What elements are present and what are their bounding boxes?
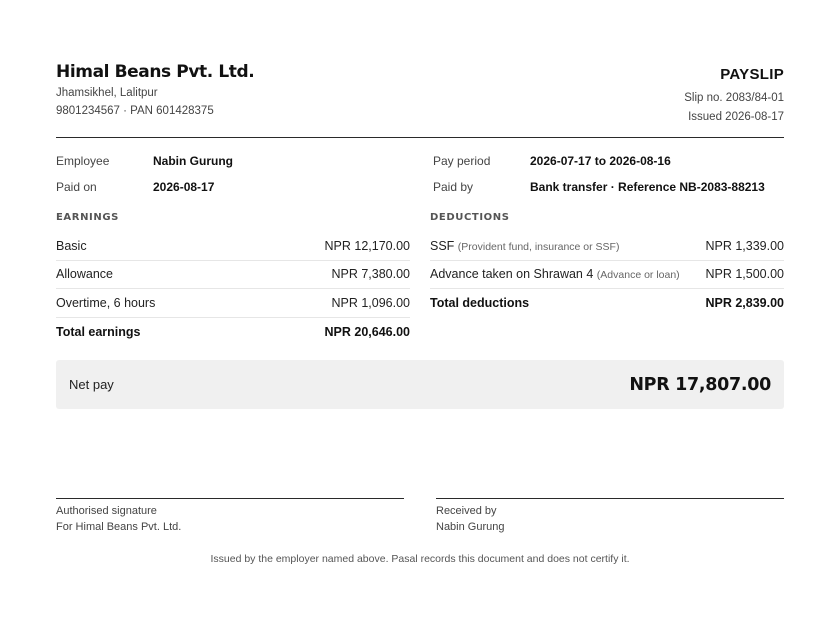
deductions-row-note: (Advance or loan)	[596, 269, 680, 282]
deductions-row	[430, 261, 784, 290]
company-name: Himal Beans Pvt. Ltd.	[56, 62, 255, 82]
deductions-row-label-text: Advance taken on Shrawan 4	[430, 267, 594, 282]
earnings-row	[56, 261, 410, 290]
earnings-table	[56, 232, 410, 346]
earnings-row-amount: NPR 1,096.00	[331, 295, 410, 310]
deductions-total-label: Total deductions	[430, 296, 530, 311]
employer-signature-line	[56, 498, 404, 499]
earnings-total-label: Total earnings	[56, 325, 141, 340]
deductions-row-label	[430, 267, 680, 281]
earnings-row-label	[56, 267, 113, 281]
issue-date: Issued 2026-08-17	[688, 111, 784, 123]
pay-period-label: Pay period	[433, 154, 491, 168]
deductions-table	[430, 232, 784, 318]
net-pay-amount: NPR 17,807.00	[629, 374, 771, 395]
earnings-row-label	[56, 296, 155, 310]
earnings-row	[56, 289, 410, 318]
earnings-row-label	[56, 239, 87, 253]
receiver-signature-title: Received by	[436, 505, 497, 517]
footer-disclaimer: Issued by the employer named above. Pasal records this document and does not certify it.	[210, 553, 630, 565]
deductions-row-amount: NPR 1,500.00	[705, 267, 784, 282]
paid-on-label: Paid on	[56, 180, 97, 194]
deductions-heading: DEDUCTIONS	[430, 212, 510, 223]
earnings-total-amount: NPR 20,646.00	[324, 325, 410, 340]
company-address: Jhamsikhel, Lalitpur	[56, 87, 158, 99]
deductions-total-row	[430, 289, 784, 318]
deductions-row-note: (Provident fund, insurance or SSF)	[457, 240, 620, 253]
deductions-row	[430, 232, 784, 261]
earnings-row-label-text: Overtime, 6 hours	[56, 295, 156, 310]
slip-number: Slip no. 2083/84-01	[684, 92, 784, 104]
company-contact: 9801234567 · PAN 601428375	[56, 105, 214, 117]
deductions-row-label	[430, 239, 619, 253]
earnings-row-amount: NPR 7,380.00	[331, 267, 410, 282]
deductions-total-amount: NPR 2,839.00	[705, 296, 784, 311]
employer-signature-title: Authorised signature	[56, 505, 157, 517]
earnings-row	[56, 232, 410, 261]
paid-on-value: 2026-08-17	[153, 180, 215, 194]
earnings-row-label-text: Basic	[56, 238, 87, 253]
paid-by-label: Paid by	[433, 180, 474, 194]
pay-period-value: 2026-07-17 to 2026-08-16	[530, 154, 671, 168]
deductions-row-label-text: SSF	[430, 238, 455, 253]
net-pay-label: Net pay	[69, 377, 114, 392]
receiver-signature-line	[436, 498, 784, 499]
deductions-row-amount: NPR 1,339.00	[705, 238, 784, 253]
document-title: PAYSLIP	[720, 66, 784, 83]
net-pay-box	[56, 360, 784, 409]
receiver-signature-name: Nabin Gurung	[436, 521, 505, 533]
employee-value: Nabin Gurung	[153, 154, 233, 168]
earnings-heading: EARNINGS	[56, 212, 119, 223]
header-divider	[56, 137, 784, 138]
employer-signature-name: For Himal Beans Pvt. Ltd.	[56, 521, 182, 533]
earnings-row-amount: NPR 12,170.00	[324, 238, 410, 253]
employee-label: Employee	[56, 154, 110, 168]
paid-by-value: Bank transfer · Reference NB-2083-88213	[530, 180, 765, 194]
earnings-total-row	[56, 318, 410, 347]
earnings-row-label-text: Allowance	[56, 267, 113, 282]
